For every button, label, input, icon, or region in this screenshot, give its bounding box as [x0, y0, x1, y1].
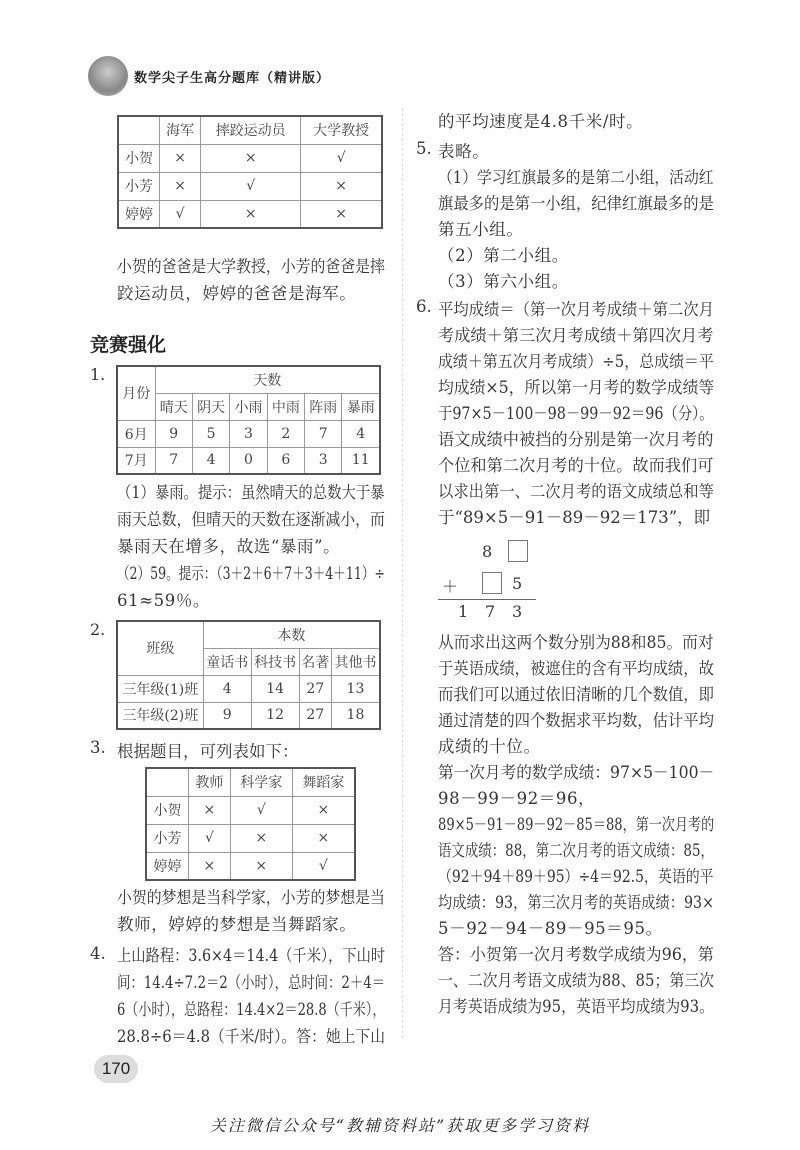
digit: 7	[485, 602, 496, 621]
table-row	[118, 144, 382, 172]
table-cell: 14	[251, 675, 299, 702]
q1-answer	[117, 479, 469, 614]
question-number: 5.	[416, 139, 432, 158]
text-line: 语文成绩：88，第二次月考的语文成绩：85，	[438, 841, 714, 860]
text-line: 旗最多的是第一小组，纪律红旗最多的是	[438, 194, 714, 213]
table-cell: 7	[305, 420, 342, 447]
table-cell: 6	[267, 447, 304, 474]
table-cell: √	[301, 144, 382, 172]
text-line: （92＋94＋89＋95）÷4＝92.5，英语的平	[438, 867, 714, 886]
text-line: 第一次月考的数学成绩：97×5－100－	[438, 763, 715, 782]
dreams-table	[145, 767, 356, 881]
table-cell: ×	[189, 852, 231, 880]
question-number: 3.	[90, 738, 106, 757]
table-row	[117, 366, 380, 393]
table-cell: 7	[155, 447, 192, 474]
table-cell: √	[189, 824, 231, 852]
hidden-digit-box	[508, 540, 528, 562]
table-cell: ×	[189, 796, 231, 824]
q6-answer-part2	[438, 630, 786, 1020]
text-line: 个位和第二次月考的十位。故而我们可	[438, 456, 714, 475]
table-cell: 阵雨	[305, 393, 342, 420]
question-number: 4.	[90, 944, 106, 963]
book-title: 数学尖子生高分题库（精讲版）	[134, 70, 331, 86]
table-row	[146, 824, 355, 852]
table-cell: √	[160, 200, 201, 228]
table-cell: 暴雨	[342, 393, 380, 420]
table-cell: 18	[331, 702, 380, 729]
text-line: 的平均速度是4.8千米/时。	[438, 112, 644, 131]
table-cell: 三年级(1)班	[117, 675, 203, 702]
mascot-logo-icon	[88, 56, 128, 96]
table-row	[146, 796, 355, 824]
q6-answer-part1	[438, 297, 756, 531]
table-cell: 月份	[117, 366, 155, 420]
table-cell: 婷婷	[146, 852, 189, 880]
text-line: 语文成绩中被挡的分别是第一次月考的	[438, 430, 714, 449]
text-line: 考成绩＋第三次月考成绩＋第四次月考	[438, 326, 714, 345]
text-line: 第五小组。	[438, 220, 524, 239]
text-line: 跤运动员，婷婷的爸爸是海军。	[117, 284, 357, 303]
table-cell: 大学教授	[301, 116, 382, 144]
text-line: 小贺的梦想是当科学家，小芳的梦想是当	[117, 888, 385, 907]
table-cell: 教师	[189, 768, 231, 796]
text-line: 小贺的爸爸是大学教授，小芳的爸爸是摔	[117, 257, 385, 276]
text-line: 28.8÷6＝4.8（千米/时）。答：她上下山	[117, 1027, 386, 1046]
text-line: 5－92－94－89－95＝95。	[438, 919, 663, 938]
table-row	[117, 420, 380, 447]
table-cell: 27	[299, 702, 331, 729]
table-cell: 小芳	[146, 824, 189, 852]
text-line: 一、二次月考语文成绩为88、85；第三次	[438, 971, 715, 990]
table-cell: 11	[342, 447, 380, 474]
table-cell: 三年级(2)班	[117, 702, 203, 729]
text-line: 暴雨天在增多，故选“暴雨”。	[117, 537, 341, 556]
table-cell: 7月	[117, 447, 155, 474]
table-cell: 9	[155, 420, 192, 447]
table-cell: 3	[230, 420, 267, 447]
text-line: 雨天总数，但晴天的天数在逐渐减小，而	[117, 510, 385, 529]
text-line: 教师，婷婷的梦想是当舞蹈家。	[117, 915, 357, 934]
text-line: （1）学习红旗最多的是第二小组，活动红	[438, 168, 714, 187]
q3-intro: 根据题目，可列表如下：	[117, 742, 299, 761]
table-cell: 4	[342, 420, 380, 447]
table-cell: √	[201, 172, 301, 200]
table-cell: 27	[299, 675, 331, 702]
table-row	[146, 852, 355, 880]
table-cell: 4	[203, 675, 251, 702]
text-line: 以求出第一、二次月考的语文成绩总和等	[438, 482, 714, 501]
text-line: （1）暴雨。提示：虽然晴天的总数大于暴	[117, 483, 385, 502]
book-header	[88, 56, 330, 96]
table-cell: 2	[267, 420, 304, 447]
table-cell: ×	[230, 824, 292, 852]
table-row	[117, 621, 380, 648]
text-line: 成绩＋第五次月考成绩）÷5，总成绩＝平	[438, 352, 714, 371]
dads-occupation-table	[117, 115, 383, 229]
table-row	[117, 702, 380, 729]
table-row	[118, 200, 382, 228]
table-row	[117, 393, 380, 420]
table-cell: 晴天	[155, 393, 192, 420]
text-line: 61≈59％。	[117, 591, 211, 610]
page-number: 170	[94, 1055, 138, 1083]
weather-table	[116, 365, 381, 475]
table-cell: 小贺	[146, 796, 189, 824]
table-row	[118, 116, 382, 144]
text-line: 间：14.4÷7.2＝2（小时），总时间：2＋4＝	[117, 973, 386, 992]
text-line: 于“89×5－91－89－92＝173”，即	[438, 508, 711, 527]
text-line: （2）59。提示：（3＋2＋6＋7＋3＋4＋11）÷	[117, 564, 385, 583]
table-cell: ×	[230, 852, 292, 880]
table-cell: √	[292, 852, 355, 880]
table-cell: 童话书	[203, 648, 251, 675]
table-cell: 摔跤运动员	[201, 116, 301, 144]
text-line: 从而求出这两个数分别为88和85。而对	[438, 633, 714, 652]
table-cell: 其他书	[331, 648, 380, 675]
question-number: 2.	[90, 620, 106, 639]
digit: 3	[512, 602, 523, 621]
sum-line	[438, 599, 536, 600]
table-row	[117, 675, 380, 702]
text-line: 上山路程：3.6×4＝14.4（千米），下山时	[117, 946, 386, 965]
table-cell: 9	[203, 702, 251, 729]
table-cell: ×	[201, 144, 301, 172]
table-cell: ×	[201, 200, 301, 228]
text-line: 6（小时），总路程：14.4×2＝28.8（千米），	[117, 1000, 386, 1019]
table-row	[146, 768, 355, 796]
table-cell: ×	[301, 200, 382, 228]
table-cell: ×	[301, 172, 382, 200]
table-cell: 4	[192, 447, 229, 474]
table-cell: ×	[292, 824, 355, 852]
text-line: 均成绩×5，所以第一月考的数学成绩等	[438, 378, 715, 397]
table-cell: 舞蹈家	[292, 768, 355, 796]
table-cell: 6月	[117, 420, 155, 447]
table-cell: 0	[230, 447, 267, 474]
text-line: 89×5－91－89－92－85＝88，第一次月考的	[438, 815, 715, 834]
text-line: 月考英语成绩为95，英语平均成绩为93。	[438, 997, 715, 1016]
table-cell: 海军	[160, 116, 201, 144]
table-cell: 小芳	[118, 172, 160, 200]
text-line: 而我们可以通过依旧清晰的几个数值，即	[438, 685, 714, 704]
table-cell	[118, 116, 160, 144]
text-line: 表略。	[438, 142, 490, 161]
table-row	[117, 447, 380, 474]
table-cell: √	[230, 796, 292, 824]
text-line: 成绩的十位。	[438, 737, 541, 756]
table-cell: 婷婷	[118, 200, 160, 228]
digit: 5	[512, 574, 523, 593]
q5-answer	[438, 139, 746, 295]
table-cell: 小雨	[230, 393, 267, 420]
digit: 8	[482, 542, 493, 561]
dads-answer	[117, 253, 414, 307]
text-line: 98－99－92＝96，	[438, 789, 596, 808]
question-number: 6.	[416, 297, 432, 316]
table-cell: 班级	[117, 621, 203, 675]
table-cell: ×	[160, 144, 201, 172]
table-row	[118, 172, 382, 200]
q4-answer	[117, 942, 456, 1050]
table-cell: 科学家	[230, 768, 292, 796]
footer-note: 关注微信公众号“教辅资料站”获取更多学习资料	[209, 1116, 591, 1135]
text-line: 答：小贺第一次月考数学成绩为96，第	[438, 945, 714, 964]
digit: 1	[458, 602, 469, 621]
table-cell: 13	[331, 675, 380, 702]
question-number: 1.	[90, 365, 106, 384]
table-cell: 科技书	[251, 648, 299, 675]
section-heading: 竞赛强化	[90, 334, 167, 356]
text-line: 均成绩：93，第三次月考的英语成绩：93×	[438, 893, 715, 912]
table-cell	[146, 768, 189, 796]
q3-answer	[117, 884, 414, 938]
text-line: 平均成绩＝（第一次月考成绩＋第二次月	[438, 300, 714, 319]
table-cell: ×	[292, 796, 355, 824]
text-line: 于英语成绩，被遮住的含有平均成绩，故	[438, 659, 714, 678]
table-cell: ×	[160, 172, 201, 200]
books-table	[116, 620, 381, 730]
text-line: 于97×5－100－98－99－92＝96（分）。	[438, 404, 714, 423]
hidden-digit-box	[482, 572, 502, 594]
plus-sign: ＋	[442, 577, 459, 596]
table-cell: 阴天	[192, 393, 229, 420]
table-cell: 小贺	[118, 144, 160, 172]
text-line: （3）第六小组。	[438, 272, 569, 291]
table-cell: 本数	[203, 621, 380, 648]
text-line: （2）第二小组。	[438, 246, 569, 265]
vertical-addition	[438, 536, 538, 626]
table-cell: 中雨	[267, 393, 304, 420]
table-cell: 3	[305, 447, 342, 474]
table-cell: 名著	[299, 648, 331, 675]
table-cell: 5	[192, 420, 229, 447]
text-line: 通过清楚的四个数据求平均数，估计平均	[438, 711, 714, 730]
table-cell: 12	[251, 702, 299, 729]
table-cell: 天数	[155, 366, 380, 393]
